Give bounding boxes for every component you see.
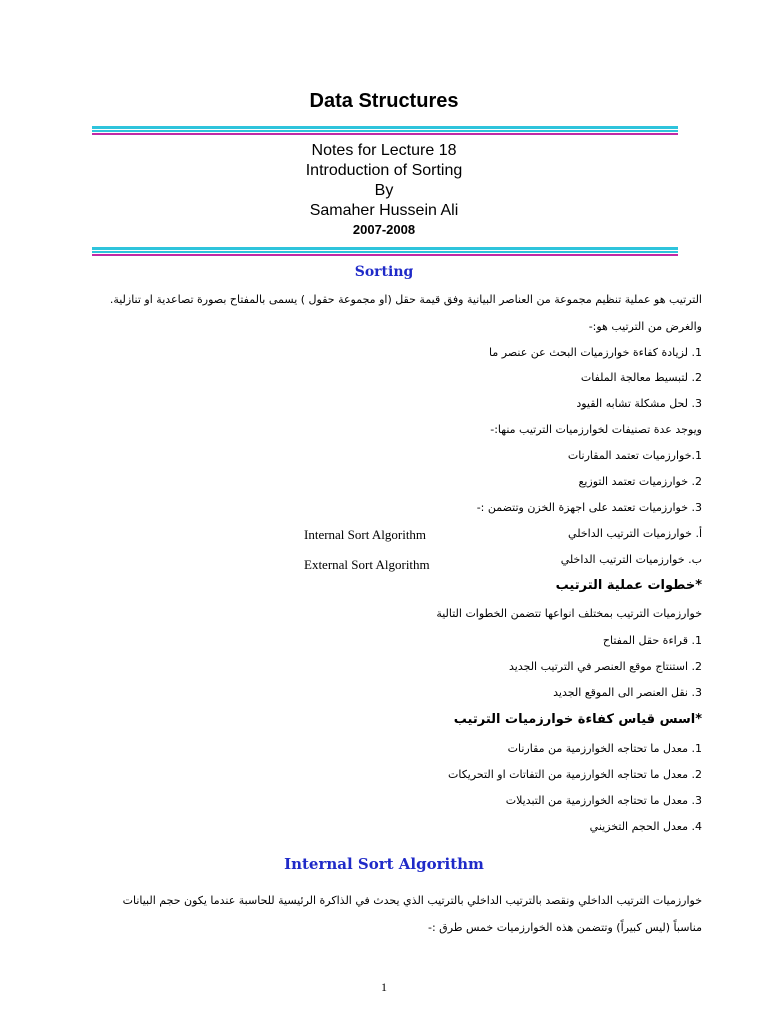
list-item: 1. قراءة حقل المفتاح (602, 634, 702, 647)
header-line-3: By (374, 182, 394, 199)
list-item: 1.خوارزميات تعتمد المقارنات (567, 449, 702, 462)
english-term: External Sort Algorithm (304, 557, 430, 572)
list-item: 3. خوارزميات تعتمد على اجهزة الخزن وتتضمن :- (476, 501, 702, 514)
list-item: 1. لزيادة كفاءة خوارزميات البحث عن عنصر ما (489, 346, 702, 359)
page-title: Data Structures (309, 90, 459, 112)
page-number: 1 (381, 980, 387, 994)
efficiency-heading: *اسس قياس كفاءة خوارزميات الترتيب (453, 712, 702, 727)
header-line-1: Notes for Lecture 18 (311, 142, 457, 159)
paragraph: والغرض من الترتيب هو:- (588, 320, 702, 333)
header-year: 2007-2008 (352, 222, 416, 237)
list-item: 4. معدل الحجم التخزيني (589, 820, 702, 833)
paragraph: ويوجد عدة تصنيفات لخوارزميات الترتيب منها:- (490, 423, 702, 436)
top-divider (92, 126, 678, 136)
paragraph: خوارزميات الترتيب الداخلي ونقصد بالترتيب الداخلي بالترتيب الذي يحدث في الذاكرة الرئيسية للحاسبة عندما يكون حجم البيانات (122, 894, 702, 907)
english-term: Internal Sort Algorithm (304, 527, 427, 542)
paragraph: الترتيب هو عملية تنظيم مجموعة من العناصر البيانية وفق قيمة حقل (او مجموعة حقول ) يسمى بالمفتاح بصورة تصاعدية او تنازلية. (109, 293, 702, 306)
list-item: 3. نقل العنصر الى الموقع الجديد (553, 686, 702, 699)
list-item: 2. معدل ما تحتاجه الخوارزمية من التفاتات او التحريكات (448, 768, 702, 781)
sorting-heading: Sorting (354, 264, 414, 280)
bottom-divider (92, 247, 678, 257)
list-item: 3. لحل مشكلة تشابه القيود (576, 397, 702, 410)
list-item: أ. خوارزميات الترتيب الداخلي (568, 527, 702, 540)
header-line-4: Samaher Hussein Ali (309, 202, 459, 219)
internal-sort-heading: Internal Sort Algorithm (284, 855, 484, 873)
paragraph: مناسباً (ليس كبيراً) وتتضمن هذه الخوارزميات خمس طرق :- (427, 921, 702, 934)
list-item: 2. خوارزميات تعتمد التوزيع (578, 475, 702, 488)
list-item: 3. معدل ما تحتاجه الخوارزمية من التبديلات (505, 794, 702, 807)
paragraph: خوارزميات الترتيب بمختلف انواعها تتضمن الخطوات التالية (436, 607, 702, 620)
steps-heading: *خطوات عملية الترتيب (555, 578, 702, 593)
list-item: ب. خوارزميات الترتيب الداخلي (560, 553, 702, 566)
header-line-2: Introduction of Sorting (305, 162, 463, 179)
list-item: 2. لتبسيط معالجة الملفات (580, 371, 702, 384)
list-item: 1. معدل ما تحتاجه الخوارزمية من مقارنات (507, 742, 702, 755)
list-item: 2. استنتاج موقع العنصر في الترتيب الجديد (508, 660, 702, 673)
